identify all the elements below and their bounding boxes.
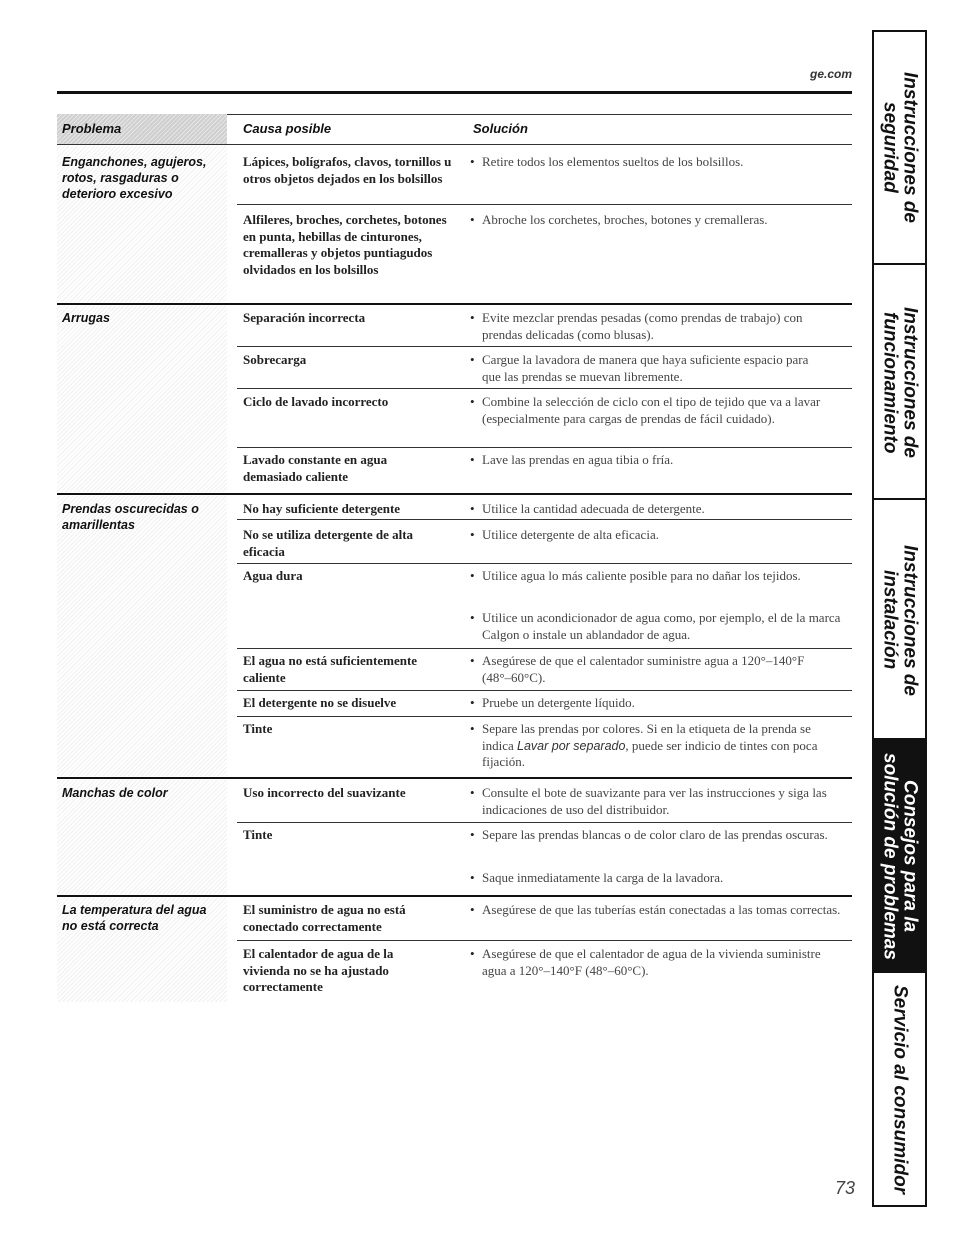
solution-text: Separe las prendas por colores. Si en la etiqueta de la prenda se indica bbox=[482, 721, 811, 753]
problem-shade bbox=[57, 306, 227, 492]
tab-instalacion[interactable] bbox=[874, 498, 925, 740]
group-separator bbox=[57, 303, 852, 305]
row-separator bbox=[237, 648, 852, 649]
cause-text: Lápices, bolígrafos, clavos, tornillos u otros objetos dejados en los bolsillos bbox=[243, 154, 452, 186]
tab-label: Instrucciones de funcionamiento bbox=[879, 307, 921, 458]
cause-text: Sobrecarga bbox=[243, 352, 307, 367]
cause-text: No hay suficiente detergente bbox=[243, 501, 401, 516]
row-separator bbox=[237, 388, 852, 389]
tab-seguridad[interactable] bbox=[874, 32, 925, 263]
solution-item: • Lave las prendas en agua tibia o fría. bbox=[470, 452, 860, 469]
row-separator bbox=[237, 346, 852, 347]
section-sidebar bbox=[872, 30, 927, 1207]
tab-label: Instrucciones de seguridad bbox=[879, 72, 921, 223]
solution-item: • Asegúrese de que el calentador suministre agua a 120°–140°F (48°–60°C). bbox=[470, 653, 822, 686]
header-bottom-rule bbox=[57, 144, 852, 145]
cause-text: Ciclo de lavado incorrecto bbox=[243, 394, 389, 409]
solution-item: • Abroche los corchetes, broches, botones y cremalleras. bbox=[470, 212, 860, 229]
tab-label: Servicio al consumidor bbox=[889, 985, 911, 1195]
solution-item: • Asegúrese de que las tuberías están conectadas a las tomas correctas. bbox=[470, 902, 842, 919]
column-header-solution: Solución bbox=[473, 121, 528, 136]
column-header-cause: Causa posible bbox=[243, 121, 332, 136]
site-url: ge.com bbox=[809, 67, 852, 81]
row-separator bbox=[237, 822, 852, 823]
row-separator bbox=[237, 716, 852, 717]
cause-text: El agua no está suficientemente caliente bbox=[243, 653, 418, 685]
cause-text: Tinte bbox=[243, 721, 273, 736]
row-separator bbox=[237, 519, 852, 520]
problem-label: Arrugas bbox=[62, 311, 110, 325]
problem-label: Prendas oscurecidas o amarillentas bbox=[62, 502, 199, 532]
header-top-rule bbox=[227, 114, 852, 115]
solution-item: • Retire todos los elementos sueltos de los bolsillos. bbox=[470, 154, 860, 171]
cause-text: Alfileres, broches, corchetes, botones en punta, hebillas de cinturones, cremalleras y objetos puntiagudos olvidados en los bolsillos bbox=[243, 212, 447, 277]
solution-item bbox=[470, 721, 832, 771]
solution-item: • Consulte el bote de suavizante para ver las instrucciones y siga las indicaciones de uso del distribuidor. bbox=[470, 785, 860, 818]
row-separator bbox=[237, 940, 852, 941]
row-separator bbox=[237, 690, 852, 691]
solution-item: • Pruebe un detergente líquido. bbox=[470, 695, 860, 712]
cause-text: Tinte bbox=[243, 827, 273, 842]
group-separator bbox=[57, 895, 852, 897]
cause-text: El suministro de agua no está conectado correctamente bbox=[243, 902, 406, 934]
solution-item: • Saque inmediatamente la carga de la lavadora. bbox=[470, 870, 860, 887]
row-separator bbox=[237, 204, 852, 205]
solution-emphasis: Lavar por separado bbox=[517, 738, 626, 753]
solution-item: • Utilice la cantidad adecuada de detergente. bbox=[470, 501, 860, 518]
solution-item: • Cargue la lavadora de manera que haya suficiente espacio para que las prendas se muevan libremente. bbox=[470, 352, 827, 385]
tab-label: Instrucciones de instalación bbox=[879, 544, 921, 696]
solution-item: • Separe las prendas blancas o de color claro de las prendas oscuras. bbox=[470, 827, 832, 844]
tab-solucion-problemas[interactable] bbox=[874, 738, 925, 973]
row-separator bbox=[237, 563, 852, 564]
solution-item: • Combine la selección de ciclo con el tipo de tejido que va a lavar (especialmente para cargas de prendas de fácil cuidado). bbox=[470, 394, 867, 427]
solution-item: • Utilice un acondicionador de agua como, por ejemplo, el de la marca Calgon o instale un ablandador de agua. bbox=[470, 610, 854, 643]
tab-servicio-consumidor[interactable] bbox=[874, 971, 925, 1207]
cause-text: Uso incorrecto del suavizante bbox=[243, 785, 406, 800]
cause-text: Agua dura bbox=[243, 568, 303, 583]
solution-item: • Utilice detergente de alta eficacia. bbox=[470, 527, 860, 544]
solution-item: • Evite mezclar prendas pesadas (como prendas de trabajo) con prendas delicadas (como blusas). bbox=[470, 310, 822, 343]
solution-text: , puede ser indicio de tintes con poca fijación. bbox=[482, 737, 818, 769]
problem-label: Manchas de color bbox=[62, 786, 168, 800]
cause-text: Separación incorrecta bbox=[243, 310, 366, 325]
page-number: 73 bbox=[834, 1178, 855, 1198]
tab-label: Consejos para la solución de problemas bbox=[879, 753, 921, 960]
problem-shade bbox=[57, 496, 227, 776]
header-rule bbox=[57, 91, 852, 94]
row-separator bbox=[237, 447, 852, 448]
cause-text: No se utiliza detergente de alta eficacia bbox=[243, 527, 414, 559]
problem-label: La temperatura del agua no está correcta bbox=[62, 903, 207, 933]
problem-label: Enganchones, agujeros, rotos, rasgaduras o deterioro excesivo bbox=[62, 155, 207, 201]
tab-funcionamiento[interactable] bbox=[874, 263, 925, 500]
solution-item: • Utilice agua lo más caliente posible para no dañar los tejidos. bbox=[470, 568, 842, 585]
cause-text: El calentador de agua de la vivienda no se ha ajustado correctamente bbox=[243, 946, 394, 994]
column-header-problem: Problema bbox=[62, 121, 122, 136]
group-separator bbox=[57, 493, 852, 495]
cause-text: Lavado constante en agua demasiado caliente bbox=[243, 452, 388, 484]
cause-text: El detergente no se disuelve bbox=[243, 695, 397, 710]
solution-item: • Asegúrese de que el calentador de agua de la vivienda suministre agua a 120°–140°F (48°–60°C). bbox=[470, 946, 842, 979]
group-separator bbox=[57, 777, 852, 779]
